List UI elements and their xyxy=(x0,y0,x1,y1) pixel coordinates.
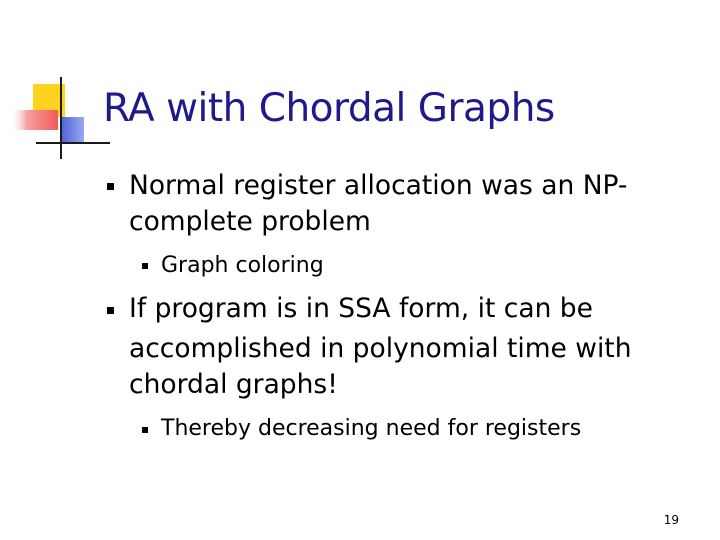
square-bullet-icon xyxy=(142,263,148,269)
bullet-text-line: complete problem xyxy=(129,206,371,237)
logo-horizontal-rule xyxy=(36,142,110,144)
page-number: 19 xyxy=(663,513,679,527)
logo-vertical-rule xyxy=(60,77,62,159)
bullet-text-line: chordal graphs! xyxy=(129,369,338,400)
sub-bullet-text: Graph coloring xyxy=(161,253,324,278)
slide-title: RA with Chordal Graphs xyxy=(103,86,555,131)
sub-bullet-text: Thereby decreasing need for registers xyxy=(161,416,582,441)
square-bullet-icon xyxy=(142,427,148,433)
square-bullet-icon xyxy=(107,307,114,314)
title-decoration-logo xyxy=(0,0,110,170)
logo-red-bar xyxy=(10,110,58,130)
bullet-text-line: If program is in SSA form, it can be xyxy=(129,293,593,324)
logo-blue-square xyxy=(60,117,84,143)
bullet-text-line: accomplished in polynomial time with xyxy=(129,333,632,364)
bullet-text-line: Normal register allocation was an NP- xyxy=(129,170,628,201)
square-bullet-icon xyxy=(107,183,114,190)
